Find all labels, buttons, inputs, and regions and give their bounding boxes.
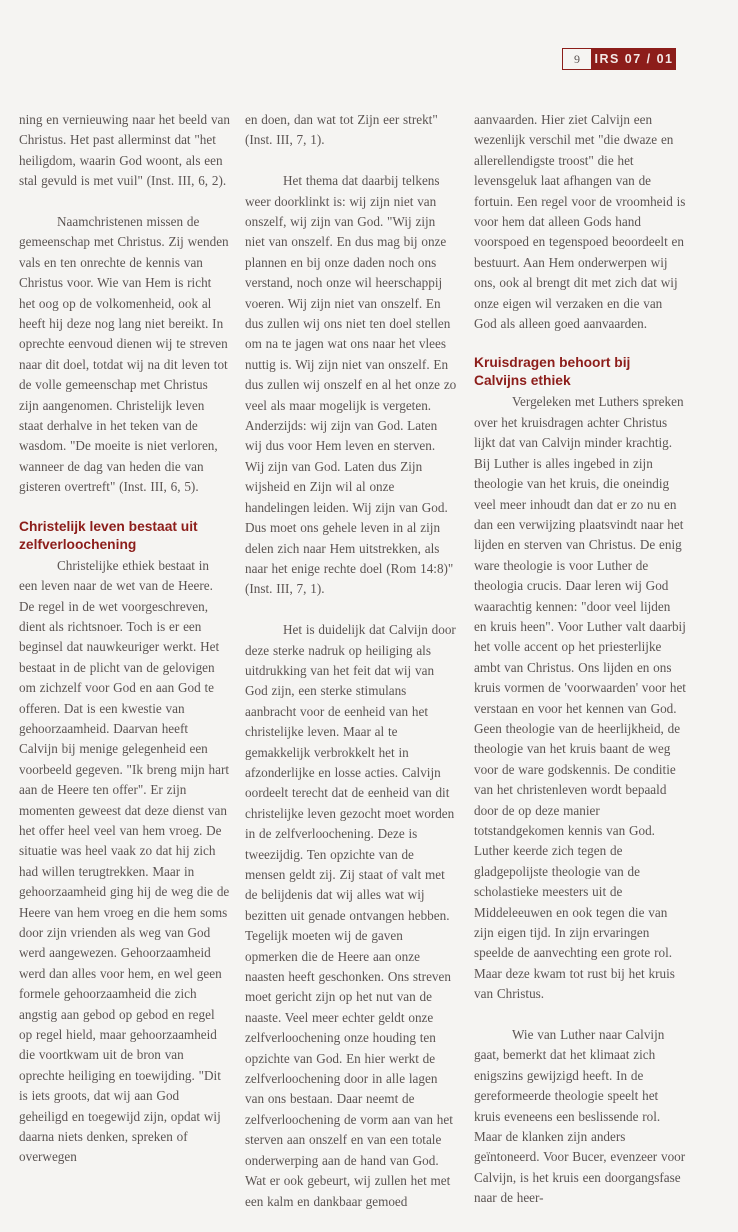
text-column-3 (474, 110, 686, 1229)
paragraph: Naamchristenen missen de gemeenschap met Christus. Zij wenden vals en ten onrechte de kennis van Christus voor. Wie van Hem is richt het oog op de volkomenheid, ook al heeft hij deze nog lang niet bereikt. In oprechte eenvoud dienen wij te streven naar dit doel, totdat wij na dit leven tot de volle gemeenschap met Christus zijn aangenomen. Christelijk leven staat derhalve in het teken van de wasdom. "De moeite is niet verloren, wanneer de dag van heden die van gisteren overtreft" (Inst. III, 6, 5). (19, 214, 229, 495)
section-heading: Christelijk leven bestaat uit zelfverloochening (19, 518, 198, 552)
paragraph: Christelijke ethiek bestaat in een leven naar de wet van de Heere. De regel in de wet voorgeschreven, dient als richtsnoer. Toch is er een beginsel dat nauwkeuriger werkt. Het bestaat in de plicht van de gelovigen om zichzelf voor God en aan God te offeren. Dat is een kwestie van gehoorzaamheid. Daarvan heeft Calvijn bij menige gelegenheid een voorbeeld gegeven. "Ik breng mijn hart aan de Heere ten offer". Er zijn momenten geweest dat deze dienst van het offer heel veel van hem vroeg. De situatie was heel vaak zo dat hij zich had willen terugtrekken. Maar in gehoorzaamheid ging hij de weg die de Heere van hem vroeg en die hem soms door zijn vrienden als weg van God werd aangewezen. Gehoorzaamheid werd dan alles voor hem, en wel geen formele gehoorzaamheid die zich angstig aan gebod op gebod en regel op regel hield, maar gehoorzaamheid die voortkwam uit de bron van oprechte heiliging en toewijding. "Dit is iets groots, dat wij aan God geheiligd en toegewijd zijn, opdat wij daarna niets denken, spreken of overwegen (19, 557, 230, 1165)
paragraph: Wie van Luther naar Calvijn gaat, bemerkt dat het klimaat zich enigszins gewijzigd heeft. In de gereformeerde theologie speelt het kruis eveneens een beslissende rol. Maar de klanken zijn anders geïntoneerd. Voor Bucer, evenzeer voor Calvijn, is het kruis een doorgangsfase naar de heer- (474, 1027, 686, 1206)
paragraph: aanvaarden. Hier ziet Calvijn een wezenlijk verschil met "die dwaze en allerellendigste troost" die het levensgeluk laat afhangen van de fortuin. Een regel voor de vroomheid is voor hem dat alleen Gods hand voorspoed en tegenspoed beoordeelt en bestuurt. Aan Hem onderwerpen wij ons, ook al brengt dit met zich dat wij onze eigen wil verzaken en die van God als alleen goed aanvaarden. (474, 112, 686, 332)
paragraph: ning en vernieuwing naar het beeld van Christus. Het past allerminst dat "het heiligdom, waarin God woont, als een stal gevuld is met vuil" (Inst. III, 6, 2). (19, 112, 230, 189)
paragraph: Vergeleken met Luthers spreken over het kruisdragen achter Christus lijkt dat van Calvijn minder krachtig. Bij Luther is alles ingebed in zijn theologie van het kruis, die oneindig veel meer inhoudt dan dat er zo nu en dan een verwijzing plaatsvindt naar het lijden en sterven van Christus. De enig ware theologie is voor Luther de theologia crucis. Daar leren wij God waarachtig kennen: "door veel lijden en kruis heen". Voor Luther valt daarbij het volle accent op het priesterlijke ambt van Christus. Ons lijden en ons kruis vormen de 'voorwaarden' voor het verstaan en voor het kennen van God. Geen theologie van de heerlijkheid, de theologie van het kruis baant de weg voor de ware godskennis. De conditie van het christenleven wordt bepaald door de op deze manier totstandgekomen kennis van God. Luther keerde zich tegen de gladgepolijste theologie van de scholastieke meesters uit de Middeleeuwen en ook tegen die van zijn eigen tijd. In zijn ervaringen speelde de aanvechting een grote rol. Maar deze kwam tot rust bij het kruis van Christus. (474, 394, 686, 1002)
page-number: 9 (562, 48, 592, 70)
paragraph: en doen, dan wat tot Zijn eer strekt" (Inst. III, 7, 1). (245, 112, 438, 148)
section-heading: Kruisdragen behoort bij Calvijns ethiek (474, 355, 631, 389)
text-column-1 (19, 110, 230, 1188)
paragraph: Het thema dat daarbij telkens weer doorklinkt is: wij zijn niet van onszelf, wij zijn van God. "Wij zijn niet van onszelf. En dus mag bij onze plannen en bij onze daden noch ons verstand, noch onze wil heerschappij voeren. Wij zijn niet van onszelf. En dus zullen wij ons niet ten doel stellen om na te jagen wat ons naar het vlees nuttig is. Wij zijn niet van onszelf. En dus zullen wij onszelf en al het onze zo veel als maar mogelijk is vergeten. Anderzijds: wij zijn van God. Laten wij dus voor Hem leven en sterven. Wij zijn van God. Laten dus Zijn wijsheid en Zijn wil al onze handelingen leiden. Wij zijn van God. Dus moet ons gehele leven in al zijn delen zich naar Hem uitstrekken, als naar het enige rechte doel (Rom 14:8)" (Inst. III, 7, 1). (245, 173, 457, 597)
issue-label: IRS 07 / 01 (592, 48, 676, 70)
paragraph: Het is duidelijk dat Calvijn door deze sterke nadruk op heiliging als uitdrukking van het feit dat wij van God zijn, een sterke stimulans aanbracht voor de eenheid van het christelijke leven. Maar al te gemakkelijk verbrokkelt het in afzonderlijke en losse acties. Calvijn oordeelt terecht dat de eenheid van dit christelijke leven gezocht moet worden in de zelfverloochening. Deze is tweezijdig. Ten opzichte van de mensen geldt zij. Zij staat of valt met de belijdenis dat wij alles wat wij bezitten uit genade ontvangen hebben. Tegelijk moeten wij de gaven opmerken die de Heere aan onze naasten heeft geschonken. Ons streven moet gericht zijn op het nut van de naaste. Veel meer echter geldt onze zelfverloochening onze houding ten opzichte van God. En hier werkt de zelfverloochening door in alle lagen van ons bestaan. Daar neemt de zelfverloochening de vorm aan van het sterven aan onszelf en van een totale onderwerping aan de hand van God. Wat er ook gebeurt, wij zullen het met een kalm en dankbaar gemoed (245, 622, 456, 1209)
text-column-2 (245, 110, 457, 1232)
page-header (562, 48, 676, 70)
